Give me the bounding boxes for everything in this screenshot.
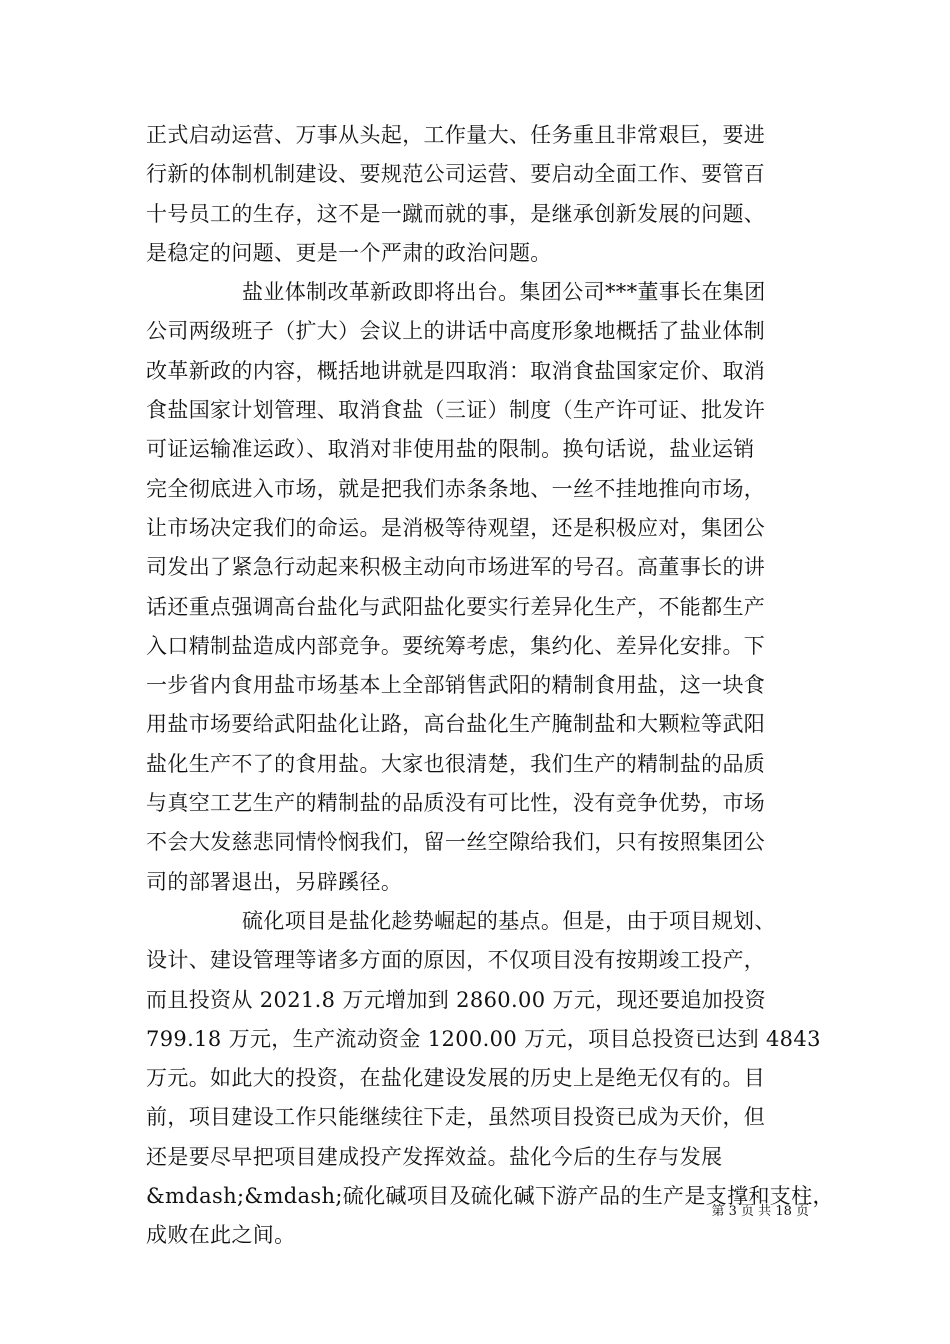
- text-line: 一步省内食用盐市场基本上全部销售武阳的精制食用盐，这一块食: [146, 673, 766, 698]
- text-line: 设计、建设管理等诸多方面的原因，不仅项目没有按期竣工投产，: [146, 948, 766, 973]
- text-line: 可证运输准运政）、取消对非使用盐的限制。换句话说，盐业运销: [146, 437, 755, 462]
- text-line: 改革新政的内容，概括地讲就是四取消：取消食盐国家定价、取消: [146, 358, 766, 383]
- paragraph-2: [146, 273, 810, 902]
- text-line: 而且投资从 2021.8 万元增加到 2860.00 万元，现还要追加投资: [146, 987, 766, 1012]
- text-line: 话还重点强调高台盐化与武阳盐化要实行差异化生产，不能都生产: [146, 594, 766, 619]
- text-line: 是稳定的问题、更是一个严肃的政治问题。: [146, 240, 552, 265]
- text-line: 正式启动运营、万事从头起，工作量大、任务重且非常艰巨，要进: [146, 123, 766, 147]
- text-line: 用盐市场要给武阳盐化让路，高台盐化生产腌制盐和大颗粒等武阳: [146, 712, 766, 737]
- text-line: 硫化项目是盐化趁势崛起的基点。但是，由于项目规划、: [242, 908, 776, 933]
- text-line: 公司两级班子（扩大）会议上的讲话中高度形象地概括了盐业体制: [146, 319, 766, 344]
- paragraph-3: [146, 902, 834, 1256]
- text-line: 799.18 万元，生产流动资金 1200.00 万元，项目总投资已达到 4843: [146, 1026, 821, 1051]
- text-line: 完全彻底进入市场，就是把我们赤条条地、一丝不挂地推向市场，: [146, 476, 766, 501]
- text-line: 司的部署退出，另辟蹊径。: [146, 869, 403, 894]
- paragraph-1: [146, 116, 810, 273]
- text-line: 前，项目建设工作只能继续往下走，虽然项目投资已成为天价，但: [146, 1105, 766, 1130]
- text-line: 十号员工的生存，这不是一蹴而就的事，是继承创新发展的问题、: [146, 201, 766, 226]
- text-line: 司发出了紧急行动起来积极主动向市场进军的号召。高董事长的讲: [146, 555, 766, 580]
- text-line: &mdash;&mdash;硫化碱项目及硫化碱下游产品的生产是支撑和支柱，: [146, 1184, 834, 1209]
- text-line: 不会大发慈悲同情怜悯我们，留一丝空隙给我们，只有按照集团公: [146, 830, 766, 855]
- text-line: 盐化生产不了的食用盐。大家也很清楚，我们生产的精制盐的品质: [146, 751, 766, 776]
- text-line: 盐业体制改革新政即将出台。集团公司***董事长在集团: [242, 280, 766, 305]
- text-line: 万元。如此大的投资，在盐化建设发展的历史上是绝无仅有的。目: [146, 1066, 766, 1091]
- page-number-footer: 第 3 页 共 18 页: [711, 1204, 809, 1219]
- text-line: 让市场决定我们的命运。是消极等待观望，还是积极应对，集团公: [146, 515, 766, 540]
- document-body: [146, 116, 834, 1256]
- text-line: 食盐国家计划管理、取消食盐（三证）制度（生产许可证、批发许: [146, 398, 766, 423]
- text-line: 还是要尽早把项目建成投产发挥效益。盐化今后的生存与发展: [146, 1144, 723, 1169]
- text-line: 入口精制盐造成内部竞争。要统筹考虑，集约化、差异化安排。下: [146, 633, 766, 658]
- text-line: 成败在此之间。: [146, 1223, 296, 1248]
- text-line: 行新的体制机制建设、要规范公司运营、要启动全面工作、要管百: [146, 162, 766, 187]
- text-line: 与真空工艺生产的精制盐的品质没有可比性，没有竞争优势，市场: [146, 791, 766, 816]
